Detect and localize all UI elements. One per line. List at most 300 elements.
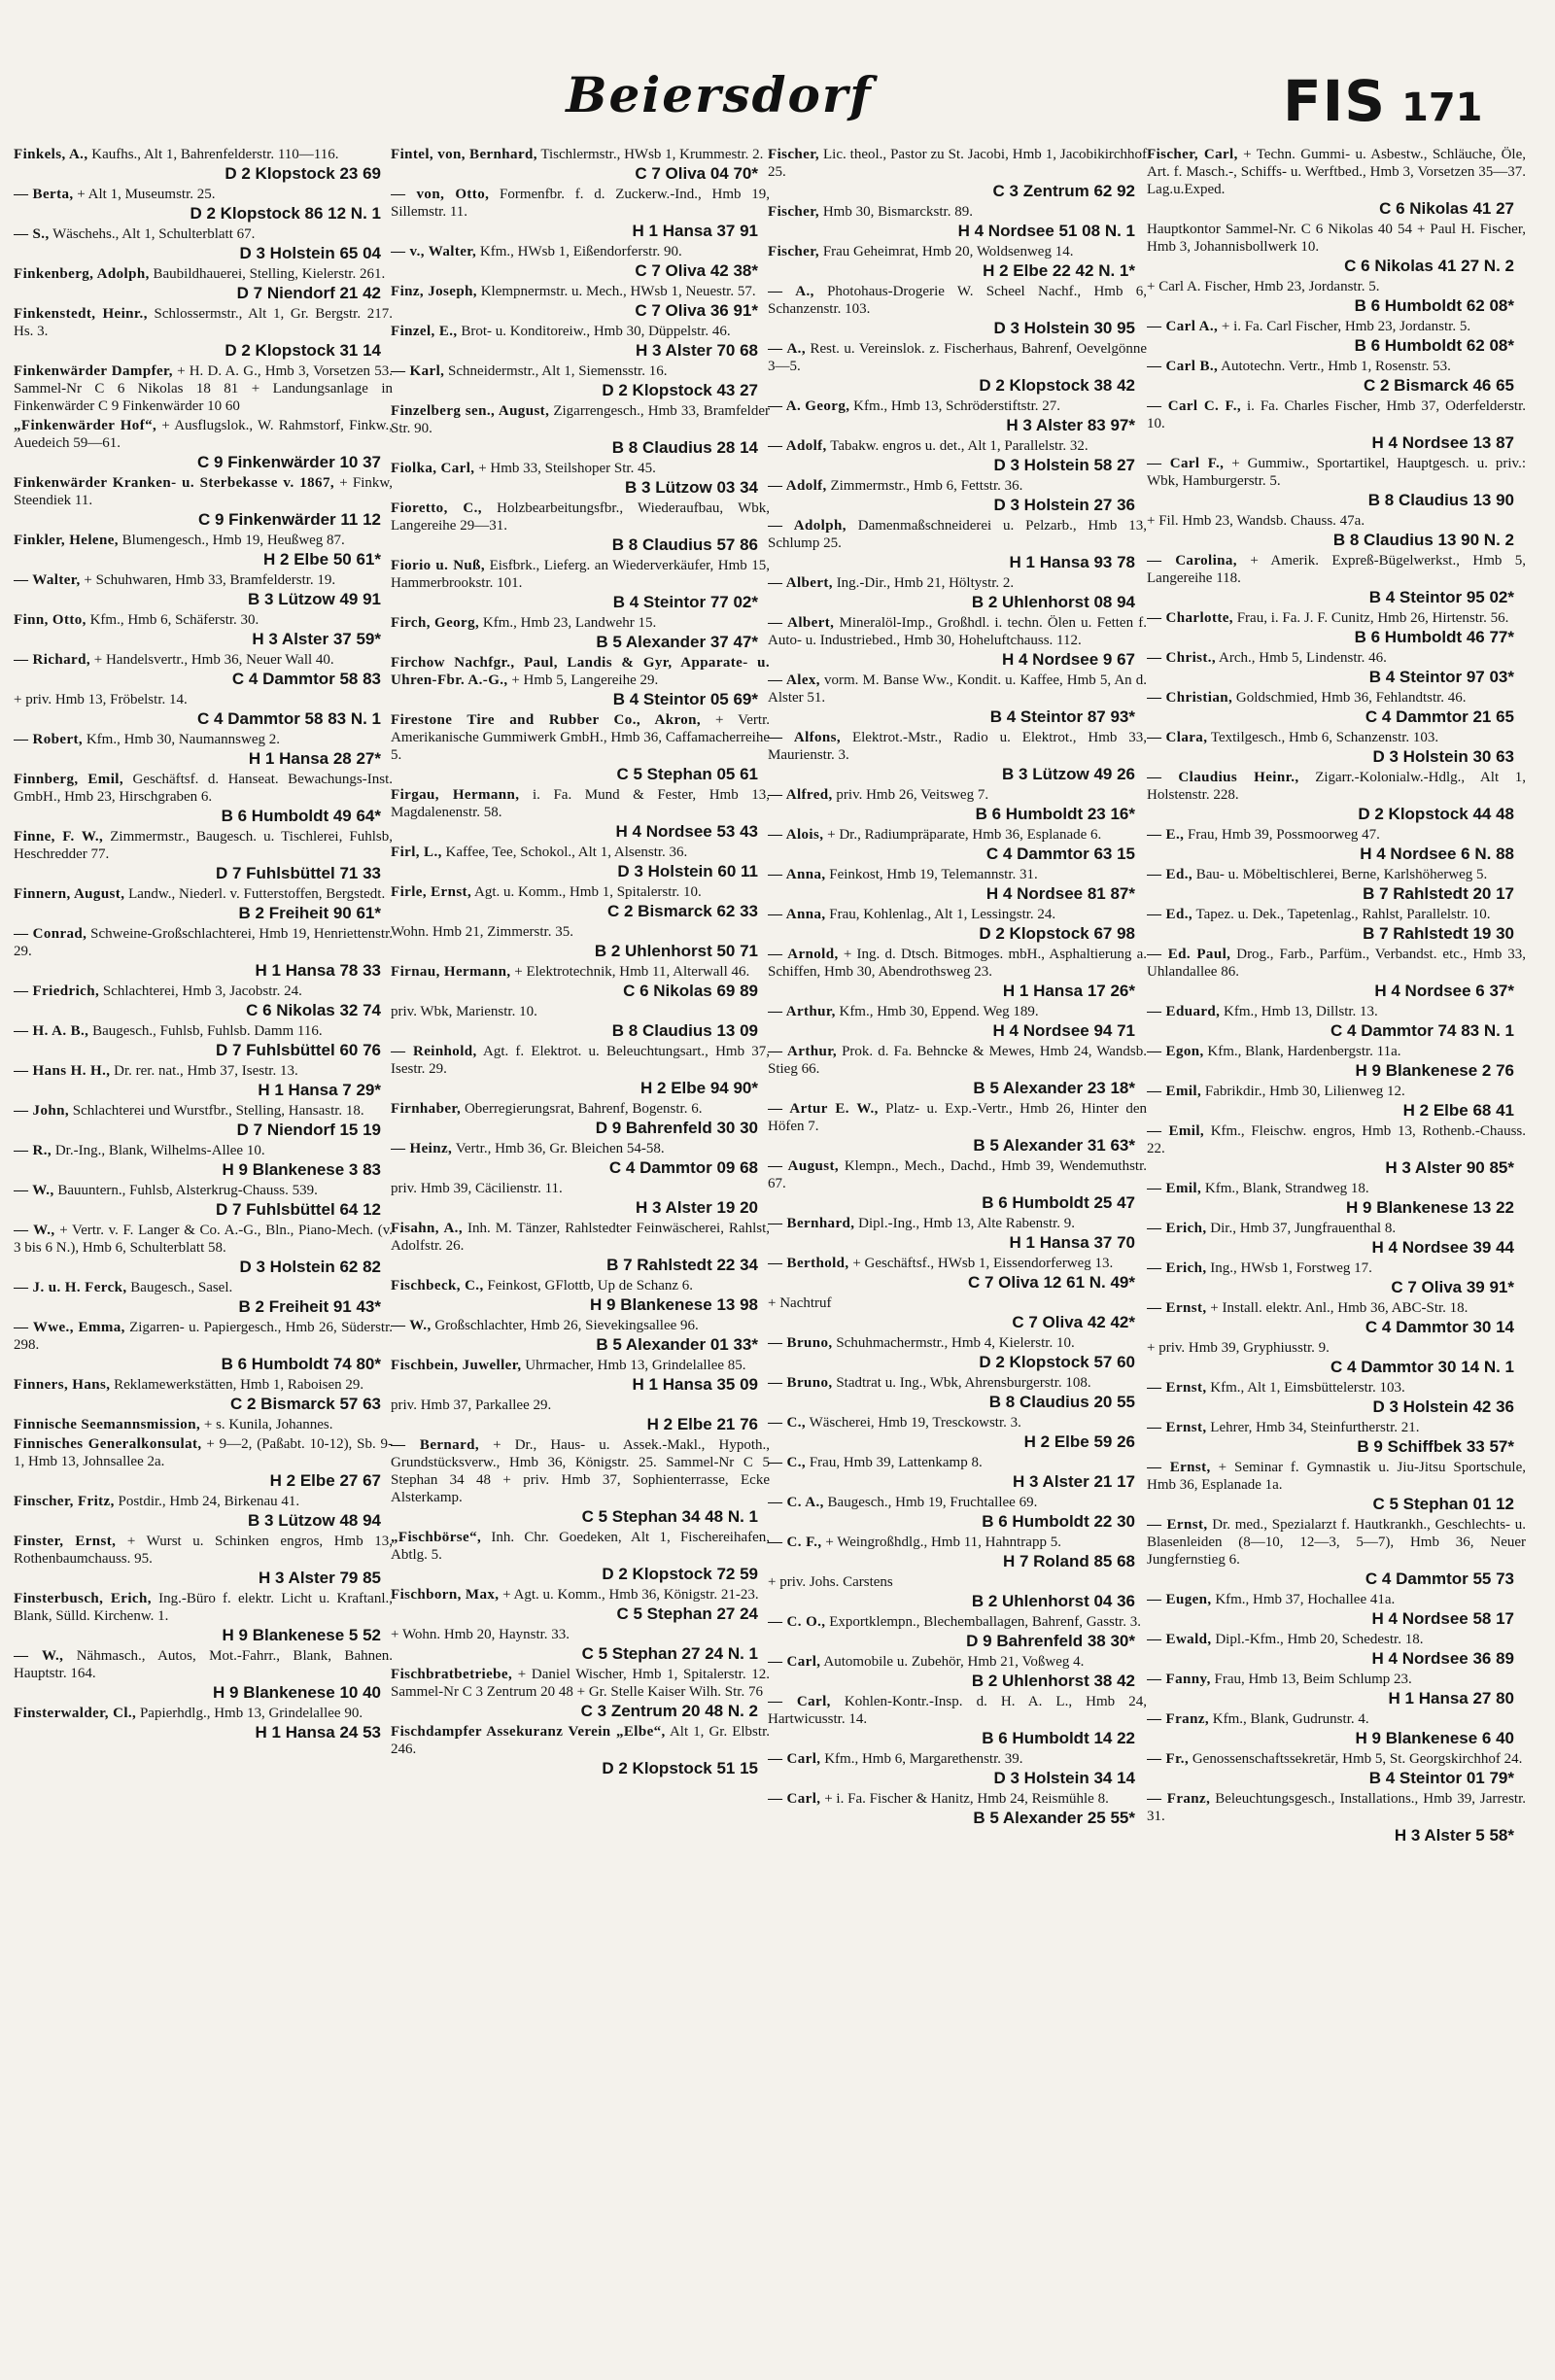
entry-details: + Vertr. Amerikanische Gummiwerk GmbH., Hmb 36, Caffamacherreihe 5.	[391, 712, 770, 763]
directory-entry	[1147, 1631, 1526, 1669]
entry-name: — Egon,	[1147, 1044, 1204, 1059]
directory-entry	[14, 1647, 393, 1703]
entry-phone: H 4 Nordsee 6 N. 88	[1360, 845, 1514, 863]
entry-name: Finkler, Helene,	[14, 533, 119, 548]
entry-name: — S.,	[14, 226, 50, 242]
entry-phone: C 7 Oliva 42 38*	[635, 261, 758, 280]
entry-phone: H 4 Nordsee 36 89	[1371, 1649, 1514, 1668]
entry-phone: C 7 Oliva 04 70*	[635, 164, 758, 183]
entry-name: — Anna,	[768, 867, 826, 882]
entry-details: Kfm., Hmb 30, Naumannsweg 2.	[86, 732, 280, 747]
entry-phone: C 9 Finkenwärder 10 37	[197, 453, 381, 471]
entry-name: Firnau, Hermann,	[391, 964, 511, 980]
entry-details: Schlachterei, Hmb 3, Jacobstr. 24.	[102, 983, 302, 999]
entry-name: — Richard,	[14, 652, 90, 668]
entry-details: Papierhdlg., Hmb 13, Grindelallee 90.	[139, 1706, 363, 1721]
entry-details: Kfm., Blank, Hardenbergstr. 11a.	[1207, 1044, 1401, 1059]
directory-entry	[14, 611, 393, 649]
directory-entry	[1147, 689, 1526, 727]
entry-name: Finkenwärder Dampfer,	[14, 363, 173, 379]
entry-phone: H 1 Hansa 24 53	[255, 1723, 381, 1742]
directory-entry	[1147, 1591, 1526, 1629]
entry-phone: H 1 Hansa 7 29*	[258, 1081, 381, 1099]
entry-details: Dr. med., Spezialarzt f. Hautkrankh., Geschlechts- u. Blasenleiden (8—10, 12—3, 5—7), Hmb 36, Neuer Jungfernstieg 6.	[1147, 1517, 1526, 1568]
entry-details: Kfm., Fleischw. engros, Hmb 13, Rothenb.-Chauss. 22.	[1147, 1123, 1526, 1156]
entry-name: — C. O.,	[768, 1614, 826, 1630]
entry-details: priv. Hmb 26, Veitsweg 7.	[836, 787, 989, 803]
entry-phone: C 7 Oliva 39 91*	[1391, 1278, 1514, 1296]
entry-phone: C 7 Oliva 42 42*	[1012, 1313, 1135, 1331]
entry-name: — W.,	[14, 1223, 55, 1238]
directory-entry	[14, 1062, 393, 1100]
entry-name: Fischer, Carl,	[1147, 147, 1238, 162]
directory-entry	[14, 1102, 393, 1140]
entry-phone: C 2 Bismarck 57 63	[230, 1395, 381, 1413]
entry-name: — Adolph,	[768, 518, 847, 534]
directory-entry	[391, 1180, 770, 1218]
entry-details: Dir., Hmb 37, Jungfrauenthal 8.	[1210, 1221, 1397, 1236]
entry-phone: H 9 Blankenese 2 76	[1355, 1061, 1514, 1080]
directory-entry	[768, 1573, 1147, 1611]
entry-name: — Wwe., Emma,	[14, 1320, 125, 1335]
directory-entry	[391, 1666, 770, 1721]
entry-details: Arch., Hmb 5, Lindenstr. 46.	[1219, 650, 1387, 666]
entry-details: + Ausflugslok., W. Rahmstorf, Finkw., Auedeich 59—61.	[14, 418, 393, 451]
entry-details: + priv. Hmb 13, Fröbelstr. 14.	[14, 692, 188, 707]
entry-phone: H 3 Alster 37 59*	[252, 630, 381, 648]
entry-details: Kfm., Hmb 6, Margarethenstr. 39.	[824, 1751, 1023, 1767]
entry-details: Frau, i. Fa. J. F. Cunitz, Hmb 26, Hirtenstr. 56.	[1236, 610, 1509, 626]
entry-phone: D 3 Holstein 30 63	[1372, 747, 1514, 766]
entry-phone: D 3 Holstein 27 36	[993, 496, 1135, 514]
entry-phone: H 2 Elbe 27 67	[269, 1471, 381, 1490]
entry-phone: D 7 Niendorf 21 42	[236, 284, 381, 302]
entry-name: Fiolka, Carl,	[391, 461, 475, 476]
entry-phone: H 4 Nordsee 51 08 N. 1	[957, 222, 1135, 240]
entry-phone: H 1 Hansa 27 80	[1388, 1689, 1514, 1707]
directory-entry	[1147, 1083, 1526, 1121]
directory-entry	[768, 1534, 1147, 1571]
entry-details: priv. Hmb 39, Cäcilienstr. 11.	[391, 1181, 563, 1196]
directory-entry	[14, 362, 393, 415]
entry-details: i. Fa. Mund & Fester, Hmb 13, Magdalenenstr. 58.	[391, 787, 770, 820]
entry-details: Bau- u. Möbeltischlerei, Berne, Karlshöherweg 5.	[1195, 867, 1488, 882]
entry-phone: B 6 Humboldt 49 64*	[221, 807, 381, 825]
entry-name: — Heinz,	[391, 1141, 453, 1156]
entry-phone: B 6 Humboldt 23 16*	[975, 805, 1135, 823]
entry-details: Schweine-Großschlachterei, Hmb 19, Henriettenstr. 29.	[14, 926, 393, 959]
directory-entry	[768, 1003, 1147, 1041]
entry-name: — John,	[14, 1103, 69, 1119]
entry-name: — Fanny,	[1147, 1672, 1211, 1687]
entry-name: — Charlotte,	[1147, 610, 1233, 626]
directory-entry	[391, 1220, 770, 1275]
entry-phone: C 6 Nikolas 41 27 N. 2	[1344, 257, 1514, 275]
directory-column-2	[391, 146, 770, 2362]
directory-entry	[1147, 649, 1526, 687]
entry-name: — C.,	[768, 1455, 807, 1470]
directory-entry	[14, 1142, 393, 1180]
entry-name: — R.,	[14, 1143, 52, 1158]
directory-entry	[1147, 1790, 1526, 1845]
entry-phone: H 4 Nordsee 58 17	[1371, 1609, 1514, 1628]
entry-phone: D 9 Bahrenfeld 30 30	[595, 1119, 758, 1137]
entry-phone: H 3 Alster 19 20	[636, 1198, 758, 1217]
entry-details: Kfm., Alt 1, Eimsbüttelerstr. 103.	[1210, 1380, 1405, 1396]
entry-phone: C 6 Nikolas 69 89	[623, 982, 758, 1000]
entry-details: Kfm., Hmb 13, Dillstr. 13.	[1224, 1004, 1378, 1019]
entry-details: + s. Kunila, Johannes.	[203, 1417, 333, 1432]
entry-name: — Carl B.,	[1147, 359, 1219, 374]
entry-phone: H 9 Blankenese 13 98	[590, 1295, 758, 1314]
directory-entry	[14, 305, 393, 361]
entry-phone: B 7 Rahlstedt 19 30	[1363, 924, 1514, 943]
directory-entry	[14, 186, 393, 224]
entry-details: + priv. Hmb 39, Gryphiusstr. 9.	[1147, 1340, 1330, 1356]
directory-entry	[14, 146, 393, 184]
directory-entry	[391, 1140, 770, 1178]
entry-name: — Emil,	[1147, 1084, 1202, 1099]
entry-phone: H 2 Elbe 68 41	[1402, 1101, 1514, 1120]
entry-phone: B 8 Claudius 13 90	[1367, 491, 1514, 509]
entry-phone: H 9 Blankenese 3 83	[222, 1160, 381, 1179]
directory-entry	[768, 826, 1147, 864]
directory-entry	[391, 1043, 770, 1098]
entry-details: Geschäftsf. d. Hanseat. Bewachungs-Inst. GmbH., Hmb 23, Hirschgraben 6.	[14, 772, 393, 805]
entry-details: Zimmermstr., Hmb 6, Fettstr. 36.	[830, 478, 1023, 494]
entry-details: + Ing. d. Dtsch. Bitmoges. mbH., Asphaltierung a. Schiffen, Hmb 30, Abendrothsweg 23.	[768, 947, 1147, 980]
directory-entry	[1147, 729, 1526, 767]
entry-name: „Fischbörse“,	[391, 1530, 482, 1545]
entry-phone: B 8 Claudius 13 09	[611, 1021, 758, 1040]
entry-details: Kfm., Hmb 23, Landwehr 15.	[482, 615, 657, 631]
directory-entry	[391, 711, 770, 784]
entry-name: Fintel, von, Bernhard,	[391, 147, 537, 162]
entry-phone: B 8 Claudius 28 14	[611, 438, 758, 457]
directory-entry	[1147, 1003, 1526, 1041]
entry-name: — Adolf,	[768, 438, 827, 454]
entry-details: Zimmermstr., Baugesch. u. Tischlerei, Fuhlsb, Heschredder 77.	[14, 829, 393, 862]
entry-name: — Bruno,	[768, 1335, 833, 1351]
entry-details: Uhrmacher, Hmb 13, Grindelallee 85.	[525, 1358, 746, 1373]
entry-name: Finners, Hans,	[14, 1377, 111, 1393]
entry-phone: B 6 Humboldt 22 30	[982, 1512, 1135, 1531]
directory-entry	[391, 1277, 770, 1315]
entry-name: — Ernst,	[1147, 1300, 1207, 1316]
entry-phone: B 9 Schiffbek 33 57*	[1357, 1437, 1514, 1456]
entry-name: — Carl F.,	[1147, 456, 1225, 471]
directory-entry	[391, 1100, 770, 1138]
entry-name: — C. A.,	[768, 1495, 824, 1510]
entry-phone: B 2 Uhlenhorst 04 36	[971, 1592, 1135, 1610]
entry-name: — Christ.,	[1147, 650, 1217, 666]
entry-details: Reklamewerkstätten, Hmb 1, Raboisen 29.	[114, 1377, 364, 1393]
entry-name: Fischer,	[768, 244, 820, 259]
entry-details: + Handelsvertr., Hmb 36, Neuer Wall 40.	[93, 652, 334, 668]
entry-phone: C 5 Stephan 27 24 N. 1	[581, 1644, 758, 1663]
entry-details: Agt. f. Elektrot. u. Beleuchtungsart., Hmb 37, Isestr. 29.	[391, 1044, 770, 1077]
entry-phone: H 3 Alster 83 97*	[1006, 416, 1135, 434]
entry-phone: H 4 Nordsee 6 37*	[1374, 982, 1514, 1000]
entry-phone: C 5 Stephan 01 12	[1372, 1495, 1514, 1513]
directory-entry	[1147, 358, 1526, 396]
directory-entry	[14, 1416, 393, 1433]
entry-details: Alt 1, Gr. Elbstr. 246.	[391, 1724, 770, 1757]
entry-phone: D 3 Holstein 42 36	[1372, 1397, 1514, 1416]
directory-entry	[1147, 826, 1526, 864]
directory-entry	[768, 1693, 1147, 1748]
entry-name: Finkenwärder Kranken- u. Sterbekasse v. 1867,	[14, 475, 335, 491]
entry-phone: C 5 Stephan 27 24	[616, 1604, 758, 1623]
directory-entry	[391, 557, 770, 612]
directory-entry	[14, 1376, 393, 1414]
entry-phone: B 3 Lützow 03 34	[625, 478, 758, 497]
directory-entry	[1147, 146, 1526, 219]
entry-details: + Seminar f. Gymnastik u. Jiu-Jitsu Sportschule, Hmb 36, Esplanade 1a.	[1147, 1460, 1526, 1493]
entry-name: — Ed. Paul,	[1147, 947, 1231, 962]
entry-details: Eisfbrk., Lieferg. an Wiederverkäufer, Hmb 15, Hammerbrookstr. 101.	[391, 558, 770, 591]
entry-details: + 9—2, (Paßabt. 10-12), Sb. 9-1, Hmb 13, Johnsallee 2a.	[14, 1436, 393, 1469]
directory-entry	[768, 729, 1147, 784]
entry-name: — Clara,	[1147, 730, 1208, 745]
entry-name: Firch, Georg,	[391, 615, 480, 631]
entry-name: Fischborn, Max,	[391, 1587, 500, 1603]
entry-name: Fischbeck, C.,	[391, 1278, 484, 1293]
entry-phone: C 4 Dammtor 55 73	[1365, 1569, 1514, 1588]
directory-entry	[14, 571, 393, 609]
directory-entry	[1147, 1459, 1526, 1514]
directory-entry	[768, 946, 1147, 1001]
directory-entry	[768, 1414, 1147, 1452]
directory-entry	[768, 1215, 1147, 1253]
entry-phone: H 9 Blankenese 13 22	[1346, 1198, 1514, 1217]
directory-entry	[1147, 946, 1526, 1001]
entry-details: Tischlermstr., HWsb 1, Krummestr. 2.	[540, 147, 764, 162]
entry-details: + Wohn. Hmb 20, Haynstr. 33.	[391, 1627, 570, 1642]
entry-phone: H 9 Blankenese 5 52	[222, 1626, 381, 1644]
entry-phone: B 5 Alexander 01 33*	[596, 1335, 758, 1354]
directory-entry	[768, 1294, 1147, 1332]
directory-entry	[14, 225, 393, 263]
entry-phone: B 6 Humboldt 46 77*	[1354, 628, 1514, 646]
entry-phone: B 7 Rahlstedt 22 34	[606, 1256, 758, 1274]
directory-entry	[391, 323, 770, 361]
entry-details: Holzbearbeitungsfbr., Wiederaufbau, Wbk, Langereihe 29—31.	[391, 500, 770, 534]
entry-phone: D 3 Holstein 58 27	[993, 456, 1135, 474]
directory-entry	[768, 340, 1147, 396]
directory-column-1	[14, 146, 393, 2362]
entry-name: — Fr.,	[1147, 1751, 1190, 1767]
directory-entry	[1147, 318, 1526, 356]
entry-details: + priv. Johs. Carstens	[768, 1574, 893, 1590]
entry-phone: D 2 Klopstock 72 59	[602, 1565, 758, 1583]
entry-phone: H 1 Hansa 78 33	[255, 961, 381, 980]
entry-phone: D 2 Klopstock 67 98	[979, 924, 1135, 943]
directory-entry	[768, 1790, 1147, 1828]
entry-phone: D 2 Klopstock 31 14	[225, 341, 381, 360]
entry-phone: H 9 Blankenese 10 40	[213, 1683, 381, 1702]
directory-entry	[391, 1586, 770, 1624]
entry-details: Stadtrat u. Ing., Wbk, Ahrensburgerstr. 108.	[836, 1375, 1091, 1391]
entry-phone: H 4 Nordsee 39 44	[1371, 1238, 1514, 1257]
entry-name: Finkels, A.,	[14, 147, 88, 162]
directory-entry	[391, 402, 770, 458]
entry-details: Photohaus-Drogerie W. Scheel Nachf., Hmb 6, Schanzenstr. 103.	[768, 284, 1147, 317]
entry-name: Finn, Otto,	[14, 612, 86, 628]
entry-details: Ing.-Büro f. elektr. Licht u. Kraftanl., Blank, Sülld. Kirchenw. 1.	[14, 1591, 393, 1624]
entry-phone: H 2 Elbe 22 42 N. 1*	[983, 261, 1135, 280]
entry-details: Baubildhauerei, Stelling, Kielerstr. 261.	[153, 266, 386, 282]
entry-phone: D 3 Holstein 34 14	[993, 1769, 1135, 1787]
directory-entry	[14, 1493, 393, 1531]
entry-phone: H 3 Alster 90 85*	[1385, 1158, 1514, 1177]
entry-name: — Arthur,	[768, 1004, 836, 1019]
entry-name: Finscher, Fritz,	[14, 1494, 115, 1509]
directory-entry	[14, 983, 393, 1020]
entry-details: Kaffee, Tee, Schokol., Alt 1, Alsenstr. 36.	[445, 845, 688, 860]
entry-details: + Techn. Gummi- u. Asbestw., Schläuche, Öle, Art. f. Masch.-, Schiffs- u. Werftbed., Hmb 3, Vorsetzen 35—37. Lag.u.Exped.	[1147, 147, 1526, 197]
entry-details: Vertr., Hmb 36, Gr. Bleichen 54-58.	[455, 1141, 665, 1156]
entry-details: priv. Wbk, Marienstr. 10.	[391, 1004, 537, 1019]
entry-name: — Ed.,	[1147, 867, 1192, 882]
entry-name: Firgau, Hermann,	[391, 787, 520, 803]
entry-details: + Dr., Radiumpräparate, Hmb 36, Esplanade 6.	[827, 827, 1102, 843]
entry-name: — H. A. B.,	[14, 1023, 89, 1039]
entry-phone: C 5 Stephan 05 61	[616, 765, 758, 783]
directory-entry	[391, 1626, 770, 1664]
directory-entry	[14, 651, 393, 689]
entry-name: Fisahn, A.,	[391, 1221, 463, 1236]
entry-name: — Conrad,	[14, 926, 87, 942]
entry-details: Feinkost, GFlottb, Up de Schanz 6.	[487, 1278, 694, 1293]
entry-name: — Carolina,	[1147, 553, 1237, 569]
entry-details: + Vertr. v. F. Langer & Co. A.-G., Bln., Piano-Mech. (v. 3 bis 6 N.), Hmb 6, Schulterblatt 58.	[14, 1223, 393, 1256]
entry-phone: H 4 Nordsee 53 43	[615, 822, 758, 841]
entry-phone: B 6 Humboldt 25 47	[982, 1193, 1135, 1212]
entry-phone: B 4 Steintor 77 02*	[612, 593, 758, 611]
entry-phone: B 8 Claudius 13 90 N. 2	[1332, 531, 1514, 549]
entry-details: Tabakw. engros u. det., Alt 1, Parallelstr. 32.	[830, 438, 1088, 454]
directory-entry	[391, 186, 770, 241]
entry-name: — Arthur,	[768, 1044, 838, 1059]
directory-entry	[768, 283, 1147, 338]
entry-phone: D 3 Holstein 60 11	[617, 862, 758, 880]
directory-entry	[1147, 221, 1526, 276]
directory-entry	[14, 1319, 393, 1374]
entry-details: + Agt. u. Komm., Hmb 36, Königstr. 21-23.	[502, 1587, 759, 1603]
entry-details: Kfm., Hmb 37, Hochallee 41a.	[1215, 1592, 1396, 1607]
directory-entry	[1147, 906, 1526, 944]
entry-phone: B 2 Uhlenhorst 08 94	[971, 593, 1135, 611]
entry-details: + Elektrotechnik, Hmb 11, Alterwall 46.	[514, 964, 750, 980]
entry-details: + Fil. Hmb 23, Wandsb. Chauss. 47a.	[1147, 513, 1365, 529]
entry-name: Firle, Ernst,	[391, 884, 472, 900]
entry-details: Oberregierungsrat, Bahrenf, Bogenstr. 6.	[464, 1101, 703, 1117]
entry-details: Platz- u. Exp.-Vertr., Hmb 26, Hinter den Höfen 7.	[768, 1101, 1147, 1134]
entry-name: — Adolf,	[768, 478, 827, 494]
directory-entry	[14, 925, 393, 981]
entry-phone: H 1 Hansa 37 70	[1009, 1233, 1135, 1252]
directory-entry	[14, 265, 393, 303]
header-advertisement-logo: Beiersdorf	[566, 66, 873, 123]
entry-details: + Daniel Wischer, Hmb 1, Spitalerstr. 12. Sammel-Nr C 3 Zentrum 20 48 + Gr. Stelle Kaiser Wilh. Str. 76	[391, 1667, 770, 1700]
entry-phone: C 4 Dammtor 09 68	[608, 1158, 758, 1177]
entry-details: Dipl.-Kfm., Hmb 20, Schedestr. 18.	[1215, 1632, 1424, 1647]
directory-entry	[391, 500, 770, 555]
directory-entry	[1147, 397, 1526, 453]
directory-entry	[391, 1003, 770, 1041]
entry-name: — C.,	[768, 1415, 807, 1431]
entry-details: + Wurst u. Schinken engros, Hmb 13, Rothenbaumchauss. 95.	[14, 1534, 393, 1567]
entry-name: Finnisches Generalkonsulat,	[14, 1436, 202, 1452]
entry-details: Formenfbr. f. d. Zuckerw.-Ind., Hmb 19, Sillemstr. 11.	[391, 187, 770, 220]
entry-phone: B 2 Uhlenhorst 50 71	[594, 942, 758, 960]
entry-name: Finzel, E.,	[391, 324, 458, 339]
entry-phone: B 6 Humboldt 62 08*	[1354, 336, 1514, 355]
directory-entry	[14, 828, 393, 883]
entry-name: — Claudius Heinr.,	[1147, 770, 1299, 785]
entry-phone: H 1 Hansa 37 91	[632, 222, 758, 240]
section-letters: FIS	[1283, 68, 1386, 134]
entry-phone: B 5 Alexander 25 55*	[973, 1809, 1135, 1827]
directory-entry	[768, 1334, 1147, 1372]
directory-entry	[14, 532, 393, 569]
entry-phone: B 4 Steintor 87 93*	[989, 707, 1135, 726]
page-number: 171	[1401, 86, 1483, 130]
entry-name: — Albert,	[768, 575, 833, 591]
entry-phone: B 6 Humboldt 74 80*	[221, 1355, 381, 1373]
entry-name: — Bruno,	[768, 1375, 833, 1391]
directory-entry	[391, 923, 770, 961]
entry-phone: B 3 Lützow 48 94	[248, 1511, 381, 1530]
entry-name: Finnische Seemannsmission,	[14, 1417, 201, 1432]
entry-details: Mineralöl-Imp., Großhdl. i. techn. Ölen u. Fetten f. Auto- u. Industriebed., Hmb 30, Hoheluftchauss. 112.	[768, 615, 1147, 648]
entry-details: Baugesch., Sasel.	[130, 1280, 233, 1295]
entry-details: Postdir., Hmb 24, Birkenau 41.	[118, 1494, 300, 1509]
page-header	[0, 58, 1555, 136]
directory-entry	[768, 1374, 1147, 1412]
entry-phone: B 6 Humboldt 14 22	[982, 1729, 1135, 1747]
entry-details: Klempn., Mech., Dachd., Hmb 39, Wendemuthstr. 67.	[768, 1158, 1147, 1191]
directory-entry	[1147, 1671, 1526, 1708]
entry-phone: C 4 Dammtor 21 65	[1365, 707, 1514, 726]
entry-name: — Carl,	[768, 1791, 821, 1807]
directory-entry	[14, 1022, 393, 1060]
entry-phone: H 3 Alster 21 17	[1013, 1472, 1135, 1491]
directory-entry	[768, 1255, 1147, 1293]
entry-details: priv. Hmb 37, Parkallee 29.	[391, 1397, 552, 1413]
entry-details: Agt. u. Komm., Hmb 1, Spitalerstr. 10.	[474, 884, 702, 900]
directory-entry	[768, 1100, 1147, 1156]
directory-entry	[14, 1435, 393, 1491]
entry-details: Prok. d. Fa. Behncke & Mewes, Hmb 24, Wandsb. Stieg 66.	[768, 1044, 1147, 1077]
directory-entry	[14, 691, 393, 729]
directory-entry	[391, 883, 770, 921]
entry-phone: B 3 Lützow 49 91	[248, 590, 381, 608]
directory-entry	[391, 1529, 770, 1584]
entry-details: Schuhmachermstr., Hmb 4, Kielerstr. 10.	[836, 1335, 1075, 1351]
directory-entry	[1147, 866, 1526, 904]
entry-phone: H 1 Hansa 93 78	[1009, 553, 1135, 571]
directory-entry	[768, 243, 1147, 281]
entry-details: Landw., Niederl. v. Futterstoffen, Bergstedt.	[128, 886, 386, 902]
entry-details: Nähmasch., Autos, Mot.-Fahrr., Blank, Bahnen. Hauptstr. 164.	[14, 1648, 393, 1681]
entry-phone: C 4 Dammtor 58 83	[231, 670, 381, 688]
entry-name: — Alfons,	[768, 730, 842, 745]
entry-phone: H 2 Elbe 50 61*	[263, 550, 381, 569]
entry-name: — Eduard,	[1147, 1004, 1221, 1019]
directory-entry	[391, 243, 770, 281]
